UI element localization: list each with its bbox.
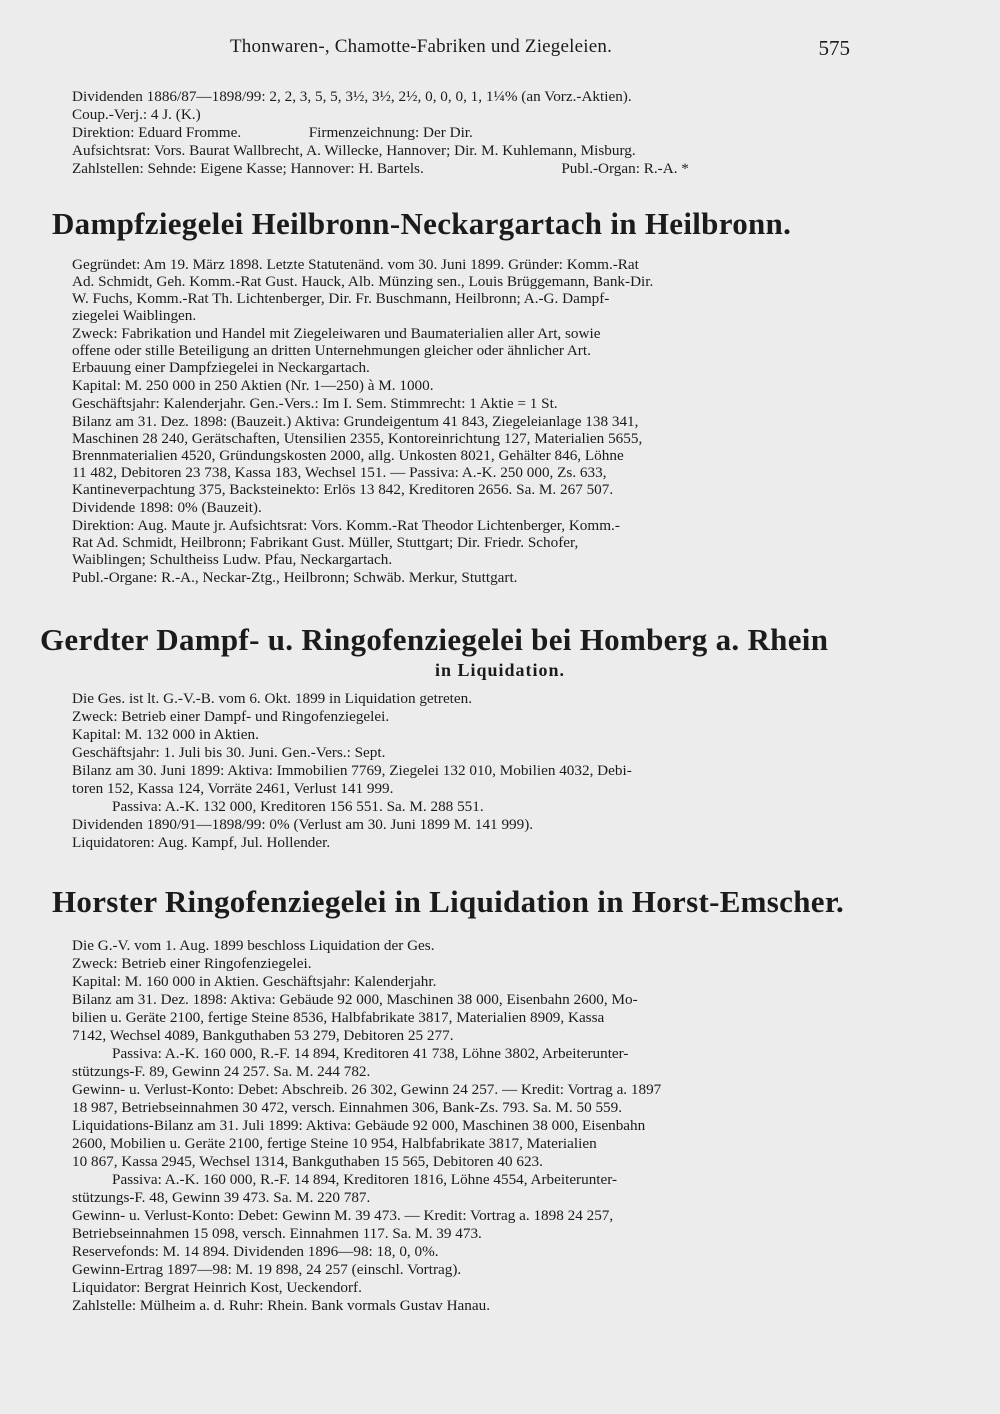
entry-line: Die G.-V. vom 1. Aug. 1899 beschloss Liquidation der Ges. xyxy=(72,937,435,954)
entry-line: ziegelei Waiblingen. xyxy=(72,307,197,324)
section-title: Dampfziegelei Heilbronn-Neckargartach in Heilbronn. xyxy=(52,206,792,241)
entry-line: Kapital: M. 160 000 in Aktien. Geschäftsjahr: Kalenderjahr. xyxy=(72,973,437,990)
fragment-directors: Direktion: Eduard Fromme. xyxy=(72,124,242,141)
entry-line: toren 152, Kassa 124, Vorräte 2461, Verlust 141 999. xyxy=(72,780,394,797)
entry-line: 11 482, Debitoren 23 738, Kassa 183, Wechsel 151. — Passiva: A.-K. 250 000, Zs. 633, xyxy=(72,464,607,481)
entry-line: Geschäftsjahr: Kalenderjahr. Gen.-Vers.: Im I. Sem. Stimmrecht: 1 Aktie = 1 St. xyxy=(72,395,558,412)
entry-line: stützungs-F. 48, Gewinn 39 473. Sa. M. 220 787. xyxy=(72,1189,371,1206)
entry-line: stützungs-F. 89, Gewinn 24 257. Sa. M. 244 782. xyxy=(72,1063,371,1080)
section-title: Horster Ringofenziegelei in Liquidation in Horst-Emscher. xyxy=(52,884,845,919)
entry-line: 7142, Wechsel 4089, Bankguthaben 53 279, Debitoren 25 277. xyxy=(72,1027,454,1044)
entry-line: 10 867, Kassa 2945, Wechsel 1314, Bankguthaben 15 565, Debitoren 40 623. xyxy=(72,1153,543,1170)
fragment-signature: Firmenzeichnung: Der Dir. xyxy=(308,124,473,141)
entry-line: Liquidator: Bergrat Heinrich Kost, Ueckendorf. xyxy=(72,1279,362,1296)
entry-line: Dividende 1898: 0% (Bauzeit). xyxy=(72,499,262,516)
entry-line: Ad. Schmidt, Geh. Komm.-Rat Gust. Hauck, Alb. Münzing sen., Louis Brüggemann, Bank-Dir. xyxy=(72,273,654,290)
page-header xyxy=(0,36,1000,60)
entry-line: Kapital: M. 132 000 in Aktien. xyxy=(72,726,259,743)
entry-line: Bilanz am 30. Juni 1899: Aktiva: Immobilien 7769, Ziegelei 132 010, Mobilien 4032, Debi- xyxy=(72,762,632,779)
entry-line: 18 987, Betriebseinnahmen 30 472, versch. Einnahmen 306, Bank-Zs. 793. Sa. M. 50 559. xyxy=(72,1099,623,1116)
entry-line: Kantineverpachtung 375, Backsteinekto: Erlös 13 842, Kreditoren 2656. Sa. M. 267 507. xyxy=(72,481,614,498)
entry-line: Gegründet: Am 19. März 1898. Letzte Statutenänd. vom 30. Juni 1899. Gründer: Komm.-Rat xyxy=(72,256,639,273)
entry-line: Direktion: Aug. Maute jr. Aufsichtsrat: Vors. Komm.-Rat Theodor Lichtenberger, Komm.- xyxy=(72,517,620,534)
entry-line: Die Ges. ist lt. G.-V.-B. vom 6. Okt. 1899 in Liquidation getreten. xyxy=(72,690,473,707)
fragment-line xyxy=(72,160,862,177)
entry-line: Zweck: Betrieb einer Ringofenziegelei. xyxy=(72,955,312,972)
entry-line: Liquidatoren: Aug. Kampf, Jul. Hollender. xyxy=(72,834,331,851)
entry-line: Zweck: Fabrikation und Handel mit Ziegeleiwaren und Baumaterialien aller Art, sowie xyxy=(72,325,601,342)
entry-line: Rat Ad. Schmidt, Heilbronn; Fabrikant Gust. Müller, Stuttgart; Dir. Friedr. Schofer, xyxy=(72,534,579,551)
fragment-line xyxy=(72,124,862,141)
entry-line: Brennmaterialien 4520, Gründungskosten 2000, allg. Unkosten 8021, Gehälter 846, Löhne xyxy=(72,447,624,464)
entry-line: Gewinn- u. Verlust-Konto: Debet: Abschreib. 26 302, Gewinn 24 257. — Kredit: Vortrag a. 1897 xyxy=(72,1081,662,1098)
entry-line: Maschinen 28 240, Gerätschaften, Utensilien 2355, Kontoreinrichtung 127, Materialien 5655, xyxy=(72,430,643,447)
entry-line: Erbauung einer Dampfziegelei in Neckargartach. xyxy=(72,359,370,376)
section-subtitle: in Liquidation. xyxy=(434,660,566,680)
fragment-line: Aufsichtsrat: Vors. Baurat Wallbrecht, A. Willecke, Hannover; Dir. M. Kuhlemann, Misburg. xyxy=(72,142,636,159)
entry-line: Betriebseinnahmen 15 098, versch. Einnahmen 117. Sa. M. 39 473. xyxy=(72,1225,482,1242)
entry-line: Reservefonds: M. 14 894. Dividenden 1896—98: 18, 0, 0%. xyxy=(72,1243,439,1260)
running-title: Thonwaren-, Chamotte-Fabriken und Ziegeleien. xyxy=(230,36,613,57)
entry-line: Publ.-Organe: R.-A., Neckar-Ztg., Heilbronn; Schwäb. Merkur, Stuttgart. xyxy=(72,569,518,586)
section-title: Gerdter Dampf- u. Ringofenziegelei bei Homberg a. Rhein xyxy=(40,622,829,657)
page-number: 575 xyxy=(818,36,850,60)
fragment-line: Coup.-Verj.: 4 J. (K.) xyxy=(72,106,201,123)
entry-line: W. Fuchs, Komm.-Rat Th. Lichtenberger, Dir. Fr. Buschmann, Heilbronn; A.-G. Dampf- xyxy=(72,290,610,307)
entry-line: 2600, Mobilien u. Geräte 2100, fertige Steine 10 954, Halbfabrikate 3817, Materialien xyxy=(72,1135,597,1152)
entry-line: Liquidations-Bilanz am 31. Juli 1899: Aktiva: Gebäude 92 000, Maschinen 38 000, Eisenbahn xyxy=(72,1117,646,1134)
fragment-line: Dividenden 1886/87—1898/99: 2, 2, 3, 5, 5, 3½, 3½, 2½, 0, 0, 0, 1, 1¼% (an Vorz.-Aktien). xyxy=(72,88,632,105)
entry-line: Passiva: A.-K. 132 000, Kreditoren 156 551. Sa. M. 288 551. xyxy=(112,798,484,815)
entry-line: Passiva: A.-K. 160 000, R.-F. 14 894, Kreditoren 41 738, Löhne 3802, Arbeiterunter- xyxy=(112,1045,629,1062)
entry-line: Bilanz am 31. Dez. 1898: (Bauzeit.) Aktiva: Grundeigentum 41 843, Ziegeleianlage 138 341, xyxy=(72,413,639,430)
entry-line: Dividenden 1890/91—1898/99: 0% (Verlust am 30. Juni 1899 M. 141 999). xyxy=(72,816,534,833)
entry-line: Passiva: A.-K. 160 000, R.-F. 14 894, Kreditoren 1816, Löhne 4554, Arbeiterunter- xyxy=(112,1171,618,1188)
entry-line: Gewinn-Ertrag 1897—98: M. 19 898, 24 257 (einschl. Vortrag). xyxy=(72,1261,462,1278)
entry-line: Geschäftsjahr: 1. Juli bis 30. Juni. Gen.-Vers.: Sept. xyxy=(72,744,386,761)
fragment-paying-agents: Zahlstellen: Sehnde: Eigene Kasse; Hannover: H. Bartels. xyxy=(72,160,424,177)
fragment-publication: Publ.-Organ: R.-A. * xyxy=(561,160,689,177)
entry-line: Zahlstelle: Mülheim a. d. Ruhr: Rhein. Bank vormals Gustav Hanau. xyxy=(72,1297,491,1314)
entry-line: Zweck: Betrieb einer Dampf- und Ringofenziegelei. xyxy=(72,708,390,725)
entry-line: Waiblingen; Schultheiss Ludw. Pfau, Neckargartach. xyxy=(72,551,393,568)
entry-line: Bilanz am 31. Dez. 1898: Aktiva: Gebäude 92 000, Maschinen 38 000, Eisenbahn 2600, Mo- xyxy=(72,991,638,1008)
entry-line: Kapital: M. 250 000 in 250 Aktien (Nr. 1—250) à M. 1000. xyxy=(72,377,434,394)
entry-line: bilien u. Geräte 2100, fertige Steine 8536, Halbfabrikate 3817, Materialien 8909, Kassa xyxy=(72,1009,605,1026)
entry-line: Gewinn- u. Verlust-Konto: Debet: Gewinn M. 39 473. — Kredit: Vortrag a. 1898 24 257, xyxy=(72,1207,614,1224)
entry-line: offene oder stille Beteiligung an dritten Unternehmungen gleicher oder ähnlicher Art. xyxy=(72,342,591,359)
